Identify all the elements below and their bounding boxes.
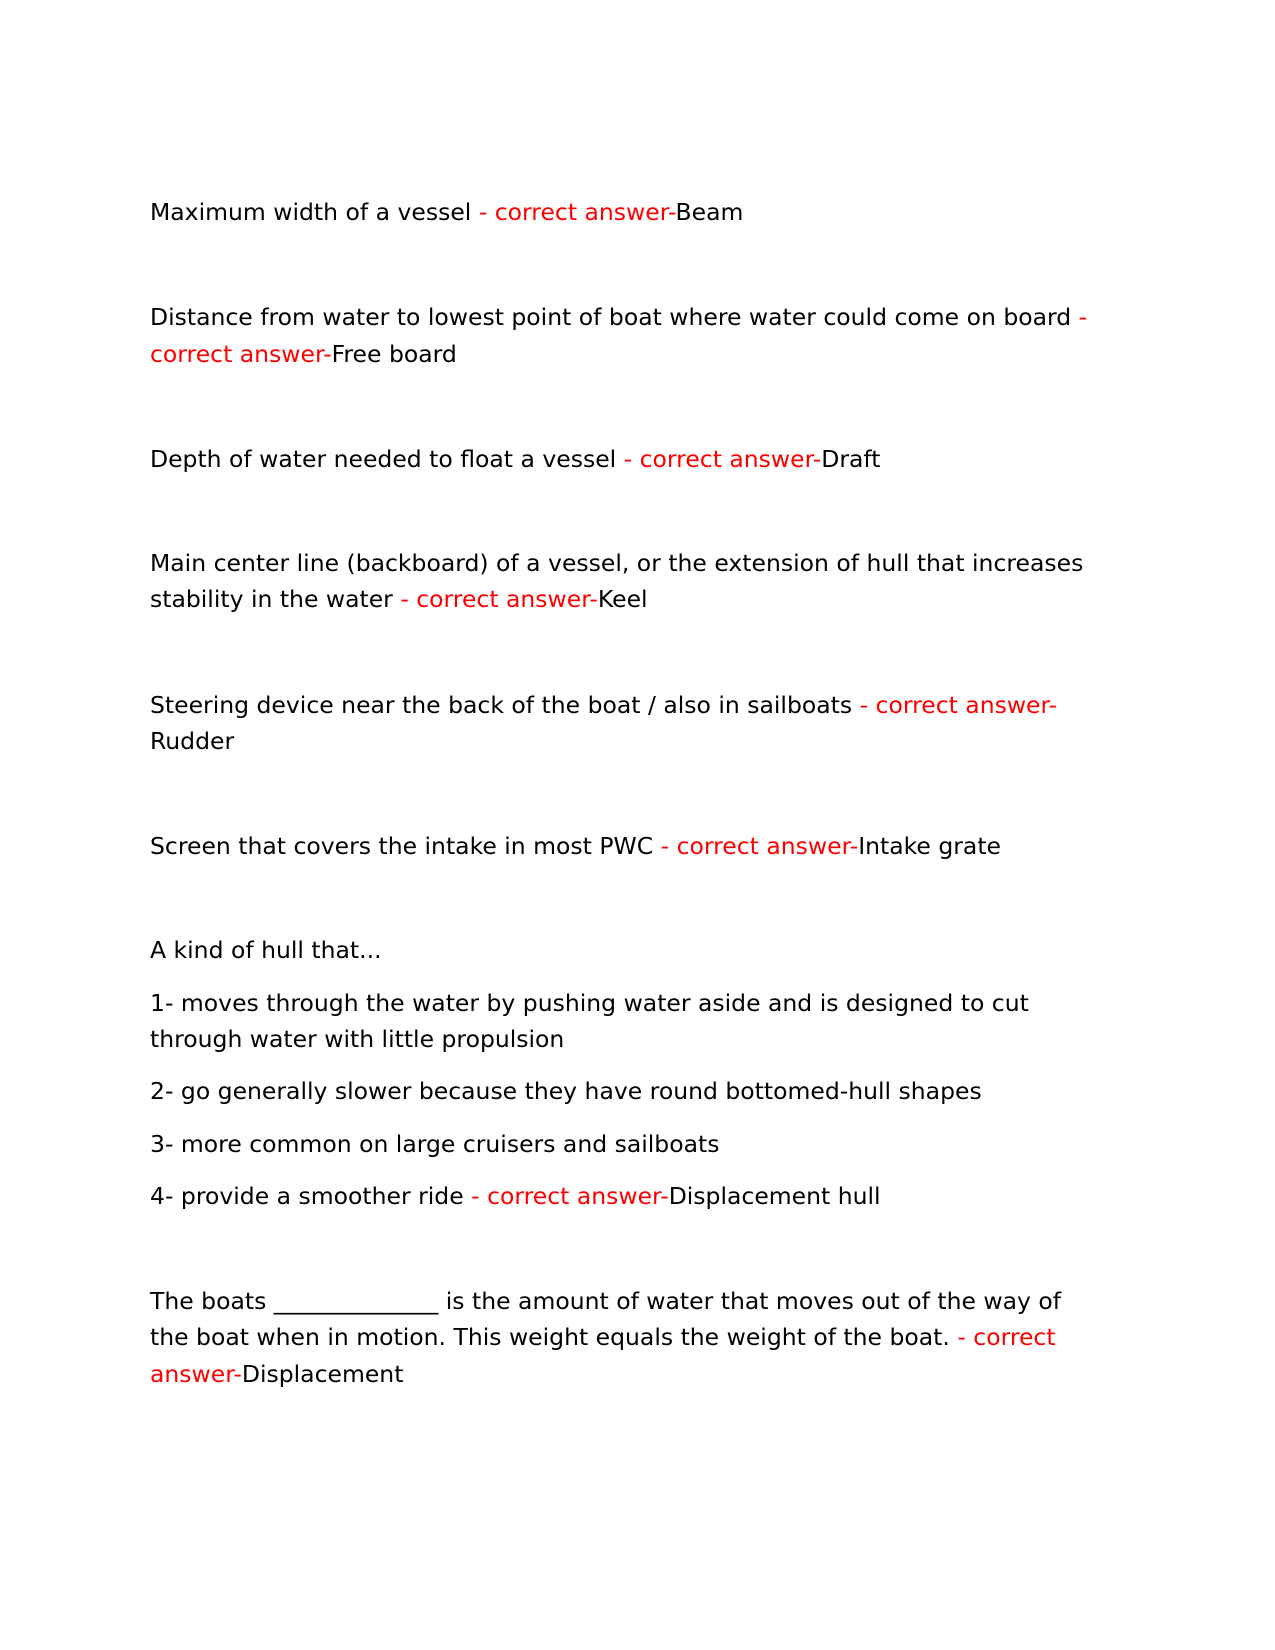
question-text: stability in the water [150,585,401,613]
qa-entry-keel-line-2 [150,580,648,618]
qa-entry-displacement-line-1 [150,1282,1061,1320]
correct-answer-marker: - correct answer- [859,691,1058,719]
hull-list-item-3 [150,1125,719,1163]
question-text: Depth of water needed to float a vessel [150,445,624,473]
correct-answer-marker: - correct answer- [478,198,676,226]
correct-answer-marker: - correct [957,1323,1056,1351]
hull-list-item-2 [150,1072,982,1110]
qa-entry-rudder-line-1 [150,686,1057,724]
correct-answer-marker: answer- [150,1360,242,1388]
answer-text: Intake grate [858,832,1002,860]
list-item-text: 2- go generally slower because they have round bottomed-hull shapes [150,1077,982,1105]
hull-list-item-1-continued [150,1020,564,1058]
qa-entry-displacement-line-2 [150,1318,1056,1356]
answer-text: Free board [331,340,457,368]
list-item-text: 1- moves through the water by pushing water aside and is designed to cut [150,989,1029,1017]
list-item-text: through water with little propulsion [150,1025,565,1053]
question-text: Steering device near the back of the boat / also in sailboats [150,691,860,719]
correct-answer-marker: - correct answer- [400,585,598,613]
correct-answer-marker: - correct answer- [623,445,822,473]
list-item-text: 3- more common on large cruisers and sailboats [150,1130,720,1158]
question-text: A kind of hull that... [150,936,382,964]
answer-text: Keel [597,585,648,613]
question-text: The boats ______________ is the amount of water that moves out of the way of [150,1287,1062,1315]
qa-entry-draft [150,440,880,478]
qa-entry-beam [150,193,743,231]
answer-text: Displacement hull [668,1182,881,1210]
qa-entry-hull-intro [150,931,382,969]
qa-entry-freeboard-line-2 [150,335,457,373]
question-text: Distance from water to lowest point of boat where water could come on board [150,303,1079,331]
question-text: the boat when in motion. This weight equals the weight of the boat. [150,1323,958,1351]
list-item-text: 4- provide a smoother ride [150,1182,472,1210]
qa-entry-rudder-line-2 [150,722,234,760]
correct-answer-marker: - correct answer- [660,832,859,860]
qa-entry-keel-line-1 [150,544,1083,582]
correct-answer-marker: correct answer- [150,340,332,368]
answer-text: Rudder [150,727,235,755]
question-text: Screen that covers the intake in most PWC [150,832,661,860]
answer-text: Displacement [241,1360,404,1388]
qa-entry-displacement-line-3 [150,1355,403,1393]
question-text: Main center line (backboard) of a vessel, or the extension of hull that increases [150,549,1084,577]
hull-list-item-4 [150,1177,881,1215]
answer-text: Beam [675,198,744,226]
question-text: Maximum width of a vessel [150,198,479,226]
correct-answer-marker: - correct answer- [471,1182,669,1210]
answer-text: Draft [821,445,881,473]
qa-entry-intake-grate [150,827,1001,865]
qa-entry-freeboard-line-1 [150,298,1087,336]
hull-list-item-1 [150,984,1029,1022]
correct-answer-marker: - [1078,303,1088,331]
